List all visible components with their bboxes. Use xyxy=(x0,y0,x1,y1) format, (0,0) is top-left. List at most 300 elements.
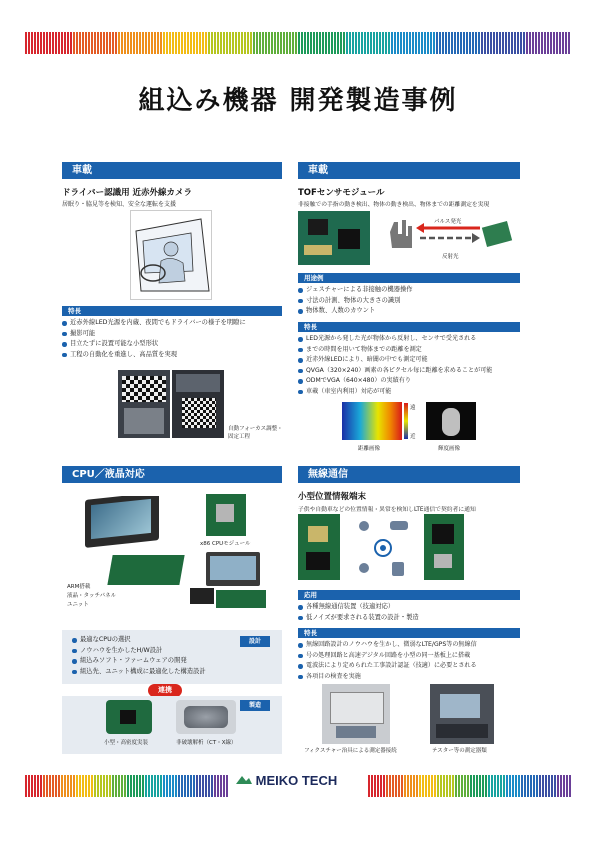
stripe-bar xyxy=(211,32,213,54)
stripe-bar xyxy=(169,775,171,797)
stripe-bar xyxy=(511,32,513,54)
section-header-automotive-camera: 車載 xyxy=(62,162,282,179)
stripe-bar xyxy=(172,775,174,797)
tof-usage-label: 用途例 xyxy=(298,273,520,283)
stripe-bar xyxy=(118,32,120,54)
section-header-cpu-lcd: CPU／液晶対応 xyxy=(62,466,282,483)
stripe-bar xyxy=(136,775,138,797)
stripe-bar xyxy=(148,775,150,797)
tof-features-label: 特長 xyxy=(298,322,520,332)
arm-caption-line2: 液晶・タッチパネル xyxy=(67,593,117,599)
stripe-bar xyxy=(97,775,99,797)
stripe-bar xyxy=(43,775,45,797)
tof-usage-item: 物体数、人数のカウント xyxy=(298,306,523,317)
stripe-bar xyxy=(355,32,357,54)
stripe-bar xyxy=(133,32,135,54)
stripe-bar xyxy=(253,32,255,54)
stripe-bar xyxy=(524,775,526,797)
camera-caption-line2: 固定工程 xyxy=(228,434,251,440)
stripe-bar xyxy=(484,32,486,54)
stripe-bar xyxy=(124,775,126,797)
stripe-bar xyxy=(79,32,81,54)
stripe-bar xyxy=(94,32,96,54)
cpu-module-photo xyxy=(206,494,246,536)
scale-far-label: 遠 xyxy=(410,405,416,411)
stripe-bar xyxy=(70,32,72,54)
stripe-bar xyxy=(556,32,558,54)
tof-feature-item: QVGA（320×240）画素の各ピクセル毎に距離を求めることが可能 xyxy=(298,366,528,377)
stripe-bar xyxy=(52,775,54,797)
stripe-bar xyxy=(49,32,51,54)
stripe-bar xyxy=(434,775,436,797)
stripe-bar xyxy=(55,32,57,54)
stripe-bar xyxy=(100,775,102,797)
stripe-bar xyxy=(536,775,538,797)
stripe-bar xyxy=(521,775,523,797)
stripe-bar xyxy=(151,775,153,797)
stripe-bar xyxy=(494,775,496,797)
stripe-bar xyxy=(385,32,387,54)
stripe-bar xyxy=(407,775,409,797)
stripe-bar xyxy=(49,775,51,797)
stripe-bar xyxy=(232,32,234,54)
wireless-features-list xyxy=(298,640,530,682)
stripe-bar xyxy=(496,32,498,54)
stripe-bar xyxy=(256,32,258,54)
stripe-bar xyxy=(386,775,388,797)
scale-near-label: 近 xyxy=(410,434,416,440)
stripe-bar xyxy=(193,32,195,54)
stripe-bar xyxy=(187,32,189,54)
tracker-usage-icons xyxy=(350,516,416,578)
stripe-bar xyxy=(374,775,376,797)
stripe-bar xyxy=(289,32,291,54)
stripe-bar xyxy=(154,32,156,54)
stripe-bar xyxy=(460,32,462,54)
stripe-bar xyxy=(337,32,339,54)
stripe-bar xyxy=(461,775,463,797)
stripe-bar xyxy=(548,775,550,797)
tof-heading: TOFセンサモジュール xyxy=(298,188,385,198)
luminance-image xyxy=(426,402,476,440)
stripe-bar xyxy=(469,32,471,54)
stripe-bar xyxy=(422,775,424,797)
stripe-bar xyxy=(398,775,400,797)
stripe-bar xyxy=(262,32,264,54)
stripe-bar xyxy=(457,32,459,54)
tester-photo xyxy=(430,684,494,744)
stripe-bar xyxy=(172,32,174,54)
stripe-bar xyxy=(368,775,370,797)
stripe-bar xyxy=(226,775,228,797)
stripe-bar xyxy=(562,32,564,54)
stripe-bar xyxy=(112,32,114,54)
fixture-caption: フィクスチャー治具による測定器接続 xyxy=(304,748,397,754)
stripe-bar xyxy=(178,32,180,54)
tof-usage-item: ジェスチャーによる非接触の機器操作 xyxy=(298,285,523,296)
high-density-board-photo xyxy=(106,700,152,734)
design-item: 最適なCPUの選択 xyxy=(72,635,242,646)
stripe-bar xyxy=(268,32,270,54)
stripe-bar xyxy=(217,32,219,54)
stripe-bar xyxy=(446,775,448,797)
stripe-bar xyxy=(491,775,493,797)
stripe-bar xyxy=(463,32,465,54)
stripe-bar xyxy=(124,32,126,54)
stripe-bar xyxy=(482,775,484,797)
stripe-bar xyxy=(115,32,117,54)
stripe-bar xyxy=(121,775,123,797)
stripe-bar xyxy=(527,775,529,797)
stripe-bar xyxy=(37,775,39,797)
stripe-bar xyxy=(412,32,414,54)
logo-mark-icon xyxy=(236,774,252,786)
distance-image-caption: 距離画像 xyxy=(358,446,381,452)
stripe-bar xyxy=(472,32,474,54)
driver-camera-illustration xyxy=(130,210,212,300)
meiko-tech-logo xyxy=(236,773,337,788)
stripe-bar xyxy=(364,32,366,54)
section-header-wireless: 無線通信 xyxy=(298,466,520,483)
stripe-bar xyxy=(190,32,192,54)
stripe-bar xyxy=(139,775,141,797)
logo-text: MEIKO TECH xyxy=(255,773,338,788)
stripe-bar xyxy=(184,775,186,797)
stripe-bar xyxy=(97,32,99,54)
stripe-bar xyxy=(391,32,393,54)
design-item: 組込みソフト・ファームウェアの開発 xyxy=(72,656,242,667)
small-touch-panel-photo xyxy=(190,588,214,604)
stripe-bar xyxy=(425,775,427,797)
stripe-bar xyxy=(307,32,309,54)
stripe-bar xyxy=(184,32,186,54)
wireless-apps-label: 応用 xyxy=(298,590,520,600)
ct-scan-photo xyxy=(176,700,236,734)
wireless-feature-item: 各項目の検査を実施 xyxy=(298,672,530,683)
stripe-bar xyxy=(485,775,487,797)
stripe-bar xyxy=(205,32,207,54)
stripe-bar xyxy=(37,32,39,54)
stripe-bar xyxy=(535,32,537,54)
tof-feature-item: 車載（車室内利用）対応が可能 xyxy=(298,387,528,398)
camera-heading: ドライバー認識用 近赤外線カメラ xyxy=(62,188,193,198)
stripe-bar xyxy=(88,775,90,797)
stripe-bar xyxy=(277,32,279,54)
stripe-bar xyxy=(502,32,504,54)
stripe-bar xyxy=(388,32,390,54)
stripe-bar xyxy=(437,775,439,797)
stripe-bar xyxy=(58,775,60,797)
lcd-unit-photo xyxy=(206,552,260,586)
stripe-bar xyxy=(295,32,297,54)
stripe-bar xyxy=(208,32,210,54)
section-header-automotive-tof: 車載 xyxy=(298,162,520,179)
stripe-bar xyxy=(130,775,132,797)
stripe-bar xyxy=(514,32,516,54)
stripe-bar xyxy=(515,775,517,797)
stripe-bar xyxy=(43,32,45,54)
stripe-bar xyxy=(82,775,84,797)
stripe-bar xyxy=(136,32,138,54)
stripe-bar xyxy=(115,775,117,797)
stripe-bar xyxy=(28,775,30,797)
camera-feature-item: 目立たずに設置可能な小型形状 xyxy=(62,339,287,350)
tof-features-list xyxy=(298,334,528,397)
stripe-bar xyxy=(199,775,201,797)
camera-production-photo-1 xyxy=(118,370,170,438)
stripe-bar xyxy=(475,32,477,54)
pulse-emission-label: パルス発光 xyxy=(434,219,462,225)
camera-production-photo-2 xyxy=(172,370,224,438)
top-color-stripe xyxy=(25,32,570,54)
stripe-bar xyxy=(313,32,315,54)
stripe-bar xyxy=(559,32,561,54)
stripe-bar xyxy=(193,775,195,797)
stripe-bar xyxy=(424,32,426,54)
stripe-bar xyxy=(76,775,78,797)
stripe-bar xyxy=(394,32,396,54)
stripe-bar xyxy=(500,775,502,797)
stripe-bar xyxy=(530,775,532,797)
stripe-bar xyxy=(518,775,520,797)
stripe-bar xyxy=(67,775,69,797)
stripe-bar xyxy=(211,775,213,797)
stripe-bar xyxy=(373,32,375,54)
tof-description: 非接触での手指の動き検出、物体の動き検出、物体までの距離測定を実現 xyxy=(298,202,490,208)
camera-description: 居眠り・脇見等を検知、安全な運転を支援 xyxy=(62,201,177,208)
wireless-app-item: 低ノイズが要求される装置の設計・製造 xyxy=(298,613,523,624)
stripe-bar xyxy=(163,32,165,54)
stripe-bar xyxy=(73,32,75,54)
stripe-bar xyxy=(238,32,240,54)
wireless-feature-item: 号の処理回路と高速デジタル回路を小型の同一基板上に搭載 xyxy=(298,651,530,662)
stripe-bar xyxy=(286,32,288,54)
design-item: 組込先、ユニット構成に最適化した構造設計 xyxy=(72,667,242,678)
stripe-bar xyxy=(187,775,189,797)
stripe-bar xyxy=(55,775,57,797)
stripe-bar xyxy=(145,32,147,54)
stripe-bar xyxy=(103,32,105,54)
stripe-bar xyxy=(64,32,66,54)
stripe-bar xyxy=(400,32,402,54)
stripe-bar xyxy=(274,32,276,54)
stripe-bar xyxy=(118,775,120,797)
stripe-bar xyxy=(103,775,105,797)
stripe-bar xyxy=(488,775,490,797)
stripe-bar xyxy=(406,32,408,54)
stripe-bar xyxy=(358,32,360,54)
stripe-bar xyxy=(25,775,27,797)
bottom-color-stripe-right xyxy=(368,775,571,797)
link-badge: 連携 xyxy=(148,684,182,697)
stripe-bar xyxy=(449,775,451,797)
stripe-bar xyxy=(52,32,54,54)
stripe-bar xyxy=(376,32,378,54)
stripe-bar xyxy=(40,775,42,797)
wireless-feature-item: 電波法により定められた工事設計認証（技適）に必要とされる xyxy=(298,661,530,672)
stripe-bar xyxy=(529,32,531,54)
stripe-bar xyxy=(452,775,454,797)
stripe-bar xyxy=(67,32,69,54)
tracker-heading: 小型位置情報端末 xyxy=(298,492,367,502)
stripe-bar xyxy=(377,775,379,797)
stripe-bar xyxy=(454,32,456,54)
stripe-bar xyxy=(560,775,562,797)
distance-scale-bar xyxy=(404,403,408,439)
stripe-bar xyxy=(229,32,231,54)
stripe-bar xyxy=(464,775,466,797)
stripe-bar xyxy=(547,32,549,54)
stripe-bar xyxy=(458,775,460,797)
stripe-bar xyxy=(214,32,216,54)
stripe-bar xyxy=(139,32,141,54)
stripe-bar xyxy=(551,775,553,797)
stripe-bar xyxy=(479,775,481,797)
stripe-bar xyxy=(569,775,571,797)
stripe-bar xyxy=(343,32,345,54)
stripe-bar xyxy=(58,32,60,54)
stripe-bar xyxy=(325,32,327,54)
stripe-bar xyxy=(433,32,435,54)
tof-feature-item: ODMでVGA（640×480）の実績有り xyxy=(298,376,528,387)
stripe-bar xyxy=(331,32,333,54)
stripe-bar xyxy=(418,32,420,54)
stripe-bar xyxy=(389,775,391,797)
stripe-bar xyxy=(379,32,381,54)
stripe-bar xyxy=(476,775,478,797)
stripe-bar xyxy=(175,775,177,797)
camera-feature-item: 工程の自動化を重進し、高品質を実現 xyxy=(62,350,287,361)
stripe-bar xyxy=(539,775,541,797)
stripe-bar xyxy=(467,775,469,797)
stripe-bar xyxy=(133,775,135,797)
stripe-bar xyxy=(151,32,153,54)
stripe-bar xyxy=(380,775,382,797)
stripe-bar xyxy=(566,775,568,797)
stripe-bar xyxy=(509,775,511,797)
camera-features-label: 特長 xyxy=(62,306,282,316)
stripe-bar xyxy=(283,32,285,54)
stripe-bar xyxy=(455,775,457,797)
stripe-bar xyxy=(106,32,108,54)
stripe-bar xyxy=(130,32,132,54)
stripe-bar xyxy=(508,32,510,54)
stripe-bar xyxy=(247,32,249,54)
arm-board-photo xyxy=(107,555,184,585)
stripe-bar xyxy=(250,32,252,54)
stripe-bar xyxy=(175,32,177,54)
stripe-bar xyxy=(298,32,300,54)
stripe-bar xyxy=(28,32,30,54)
stripe-bar xyxy=(470,775,472,797)
page-title: 組込み機器 開発製造事例 xyxy=(138,86,458,116)
stripe-bar xyxy=(334,32,336,54)
stripe-bar xyxy=(532,32,534,54)
stripe-bar xyxy=(316,32,318,54)
tof-feature-item: までの時間を用いて物体までの距離を測定 xyxy=(298,345,528,356)
stripe-bar xyxy=(382,32,384,54)
stripe-bar xyxy=(430,32,432,54)
stripe-bar xyxy=(202,775,204,797)
stripe-bar xyxy=(346,32,348,54)
stripe-bar xyxy=(181,32,183,54)
design-item: ノウハウを生かしたH/W設計 xyxy=(72,646,242,657)
wireless-app-item: 各種無線通信装置（技適対応） xyxy=(298,602,523,613)
stripe-bar xyxy=(361,32,363,54)
distance-image xyxy=(342,402,402,440)
stripe-bar xyxy=(416,775,418,797)
stripe-bar xyxy=(226,32,228,54)
high-density-caption: 小型・高密度実装 xyxy=(104,740,149,746)
stripe-bar xyxy=(265,32,267,54)
stripe-bar xyxy=(61,775,63,797)
fixture-photo xyxy=(322,684,390,744)
cpu-module-caption: x86 CPUモジュール xyxy=(200,541,251,547)
reflected-light-label: 反射光 xyxy=(442,254,459,260)
stripe-bar xyxy=(166,32,168,54)
stripe-bar xyxy=(340,32,342,54)
wireless-feature-item: 無線回路設計のノウハウを生かし、微弱なLTE/GPS等の無線信 xyxy=(298,640,530,651)
stripe-bar xyxy=(419,775,421,797)
stripe-bar xyxy=(208,775,210,797)
stripe-bar xyxy=(127,32,129,54)
stripe-bar xyxy=(61,32,63,54)
stripe-bar xyxy=(410,775,412,797)
stripe-bar xyxy=(148,32,150,54)
stripe-bar xyxy=(280,32,282,54)
stripe-bar xyxy=(31,32,33,54)
stripe-bar xyxy=(497,775,499,797)
stripe-bar xyxy=(505,32,507,54)
stripe-bar xyxy=(127,775,129,797)
stripe-bar xyxy=(160,775,162,797)
board-set-photo xyxy=(216,590,266,608)
stripe-bar xyxy=(220,32,222,54)
tof-usage-item: 寸法の計測、物体の大きさの識別 xyxy=(298,296,523,307)
stripe-bar xyxy=(401,775,403,797)
stripe-bar xyxy=(367,32,369,54)
tracker-board-photo-1 xyxy=(298,514,340,580)
stripe-bar xyxy=(352,32,354,54)
stripe-bar xyxy=(440,775,442,797)
stripe-bar xyxy=(91,32,93,54)
stripe-bar xyxy=(145,775,147,797)
stripe-bar xyxy=(157,775,159,797)
manufacturing-tag: 製造 xyxy=(240,700,270,711)
stripe-bar xyxy=(349,32,351,54)
tof-usage-list xyxy=(298,285,523,317)
stripe-bar xyxy=(271,32,273,54)
stripe-bar xyxy=(82,32,84,54)
stripe-bar xyxy=(490,32,492,54)
stripe-bar xyxy=(142,32,144,54)
stripe-bar xyxy=(392,775,394,797)
stripe-bar xyxy=(415,32,417,54)
stripe-bar xyxy=(223,32,225,54)
camera-features-list xyxy=(62,318,287,360)
stripe-bar xyxy=(310,32,312,54)
stripe-bar xyxy=(40,32,42,54)
stripe-bar xyxy=(106,775,108,797)
stripe-bar xyxy=(383,775,385,797)
bottom-color-stripe-left xyxy=(25,775,228,797)
stripe-bar xyxy=(70,775,72,797)
stripe-bar xyxy=(473,775,475,797)
stripe-bar xyxy=(25,32,27,54)
stripe-bar xyxy=(538,32,540,54)
lcd-panel-photo xyxy=(85,496,165,554)
stripe-bar xyxy=(493,32,495,54)
